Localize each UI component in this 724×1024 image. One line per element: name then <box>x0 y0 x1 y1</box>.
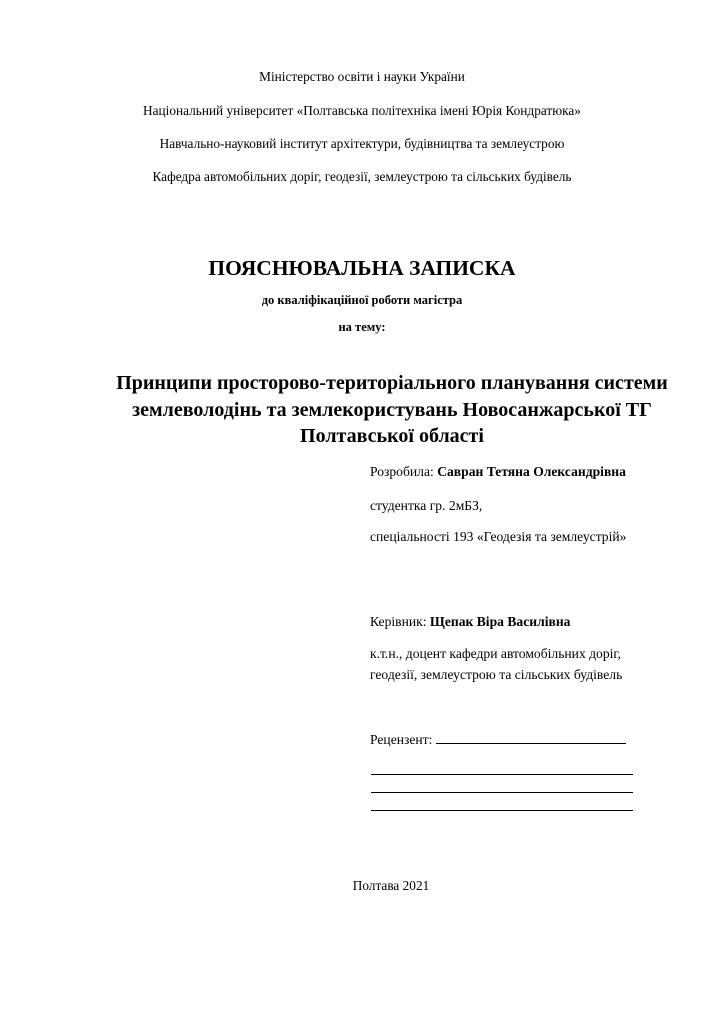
document-subtitle: до кваліфікаційної роботи магістра <box>261 293 463 307</box>
supervisor-line <box>370 613 570 630</box>
thesis-title-line-2: землеволодінь та землекористувань Новосанжарської ТГ <box>132 398 652 421</box>
author-label: Розробила: <box>370 464 434 479</box>
supervisor-name: Щепак Віра Василівна <box>429 614 571 629</box>
university-line: Національний університет «Полтавська політехніка імені Юрія Кондратюка» <box>143 103 581 118</box>
author-line <box>370 463 626 480</box>
supervisor-label: Керівник: <box>370 614 427 629</box>
reviewer-blank-line-2 <box>371 792 633 793</box>
supervisor-position-line-1: к.т.н., доцент кафедри автомобільних доріг, <box>370 646 621 661</box>
reviewer-line <box>370 730 626 748</box>
thesis-title-line-1: Принципи просторово-територіального планування системи <box>116 372 668 394</box>
ministry-line: Міністерство освіти і науки України <box>259 69 465 84</box>
author-specialty: спеціальності 193 «Геодезія та землеустрій» <box>370 529 627 544</box>
thesis-title <box>62 370 722 450</box>
topic-label: на тему: <box>338 320 386 334</box>
supervisor-position-line-2: геодезії, землеустрою та сільських будівель <box>370 667 623 682</box>
reviewer-signature-blank <box>436 730 626 744</box>
reviewer-label: Рецензент: <box>370 732 433 747</box>
institute-line: Навчально-науковий інститут архітектури, будівництва та землеустрою <box>159 136 565 151</box>
thesis-title-line-3: Полтавської області <box>300 425 484 447</box>
city-year: Полтава 2021 <box>352 878 430 893</box>
reviewer-blank-line-1 <box>371 774 633 775</box>
document-title: ПОЯСНЮВАЛЬНА ЗАПИСКА <box>208 256 516 280</box>
department-line: Кафедра автомобільних доріг, геодезії, землеустрою та сільських будівель <box>152 169 572 184</box>
reviewer-blank-line-3 <box>371 810 633 811</box>
author-name: Савран Тетяна Олександрівна <box>437 464 626 479</box>
author-group: студентка гр. 2мБЗ, <box>370 498 483 513</box>
